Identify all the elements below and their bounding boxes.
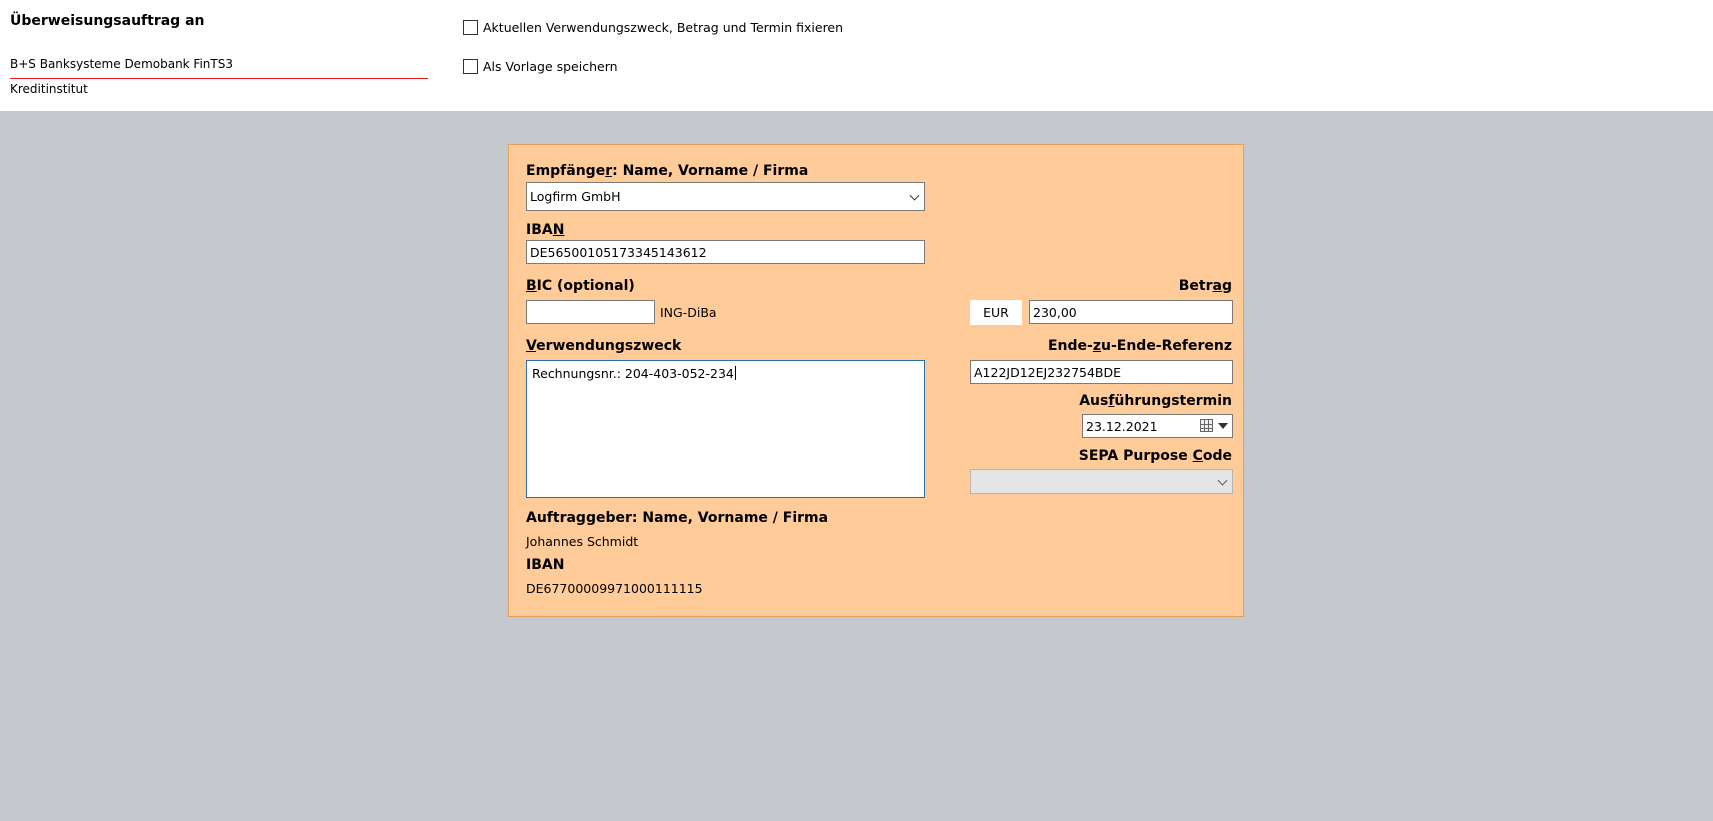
payer-iban-value: DE67700009971000111115 (526, 581, 703, 596)
bank-selector[interactable]: B+S Banksysteme Demobank FinTS3 (10, 57, 233, 71)
dropdown-arrow-icon[interactable] (1218, 423, 1228, 429)
fix-checkbox-label[interactable]: Aktuellen Verwendungszweck, Betrag und Termin fixieren (483, 20, 844, 35)
iban-value: DE56500105173345143612 (530, 244, 707, 260)
header (0, 0, 1713, 111)
iban-input[interactable] (526, 240, 925, 264)
template-checkbox[interactable] (463, 59, 478, 74)
chevron-down-icon[interactable] (1218, 475, 1228, 485)
purpose-value: Rechnungsnr.: 204-403-052-234 (532, 366, 734, 381)
bic-bank-name: ING-DiBa (660, 305, 717, 320)
recipient-label: Empfänger: Name, Vorname / Firma (526, 163, 809, 179)
sepa-purpose-code-select[interactable] (970, 469, 1233, 494)
chevron-down-icon[interactable] (910, 190, 920, 200)
recipient-value: Logfirm GmbH (530, 189, 621, 204)
bic-input[interactable] (526, 300, 655, 324)
amount-value: 230,00 (1033, 304, 1077, 320)
bic-label: BIC (optional) (526, 278, 635, 294)
exec-date-label: Ausführungstermin (1079, 393, 1232, 409)
bank-label: Kreditinstitut (10, 82, 88, 96)
template-checkbox-row[interactable] (463, 59, 618, 74)
e2e-reference-label: Ende-zu-Ende-Referenz (1047, 338, 1232, 354)
e2e-reference-input[interactable] (970, 360, 1233, 384)
amount-input[interactable] (1029, 300, 1233, 324)
template-checkbox-label[interactable]: Als Vorlage speichern (483, 59, 618, 74)
recipient-combobox[interactable] (526, 182, 925, 211)
text-caret (735, 366, 736, 380)
bank-underline (10, 78, 428, 79)
calendar-icon[interactable] (1200, 419, 1213, 432)
iban-label: IBAN (526, 222, 565, 238)
transfer-form-panel (508, 144, 1244, 617)
fix-checkbox-row[interactable] (463, 20, 843, 35)
fix-checkbox[interactable] (463, 20, 478, 35)
currency-field: EUR (970, 300, 1022, 325)
purpose-label: Verwendungszweck (526, 338, 682, 354)
payer-label: Auftraggeber: Name, Vorname / Firma (526, 510, 829, 526)
exec-date-picker[interactable] (1082, 414, 1233, 438)
page-title: Überweisungsauftrag an (10, 13, 205, 29)
amount-label: Betrag (1178, 278, 1232, 294)
payer-name: Johannes Schmidt (526, 534, 639, 549)
payer-iban-label: IBAN (526, 557, 565, 573)
sepa-purpose-code-label: SEPA Purpose Code (1078, 448, 1232, 464)
exec-date-value: 23.12.2021 (1086, 418, 1158, 434)
purpose-textarea[interactable] (526, 360, 925, 498)
e2e-reference-value: A122JD12EJ232754BDE (974, 364, 1122, 380)
